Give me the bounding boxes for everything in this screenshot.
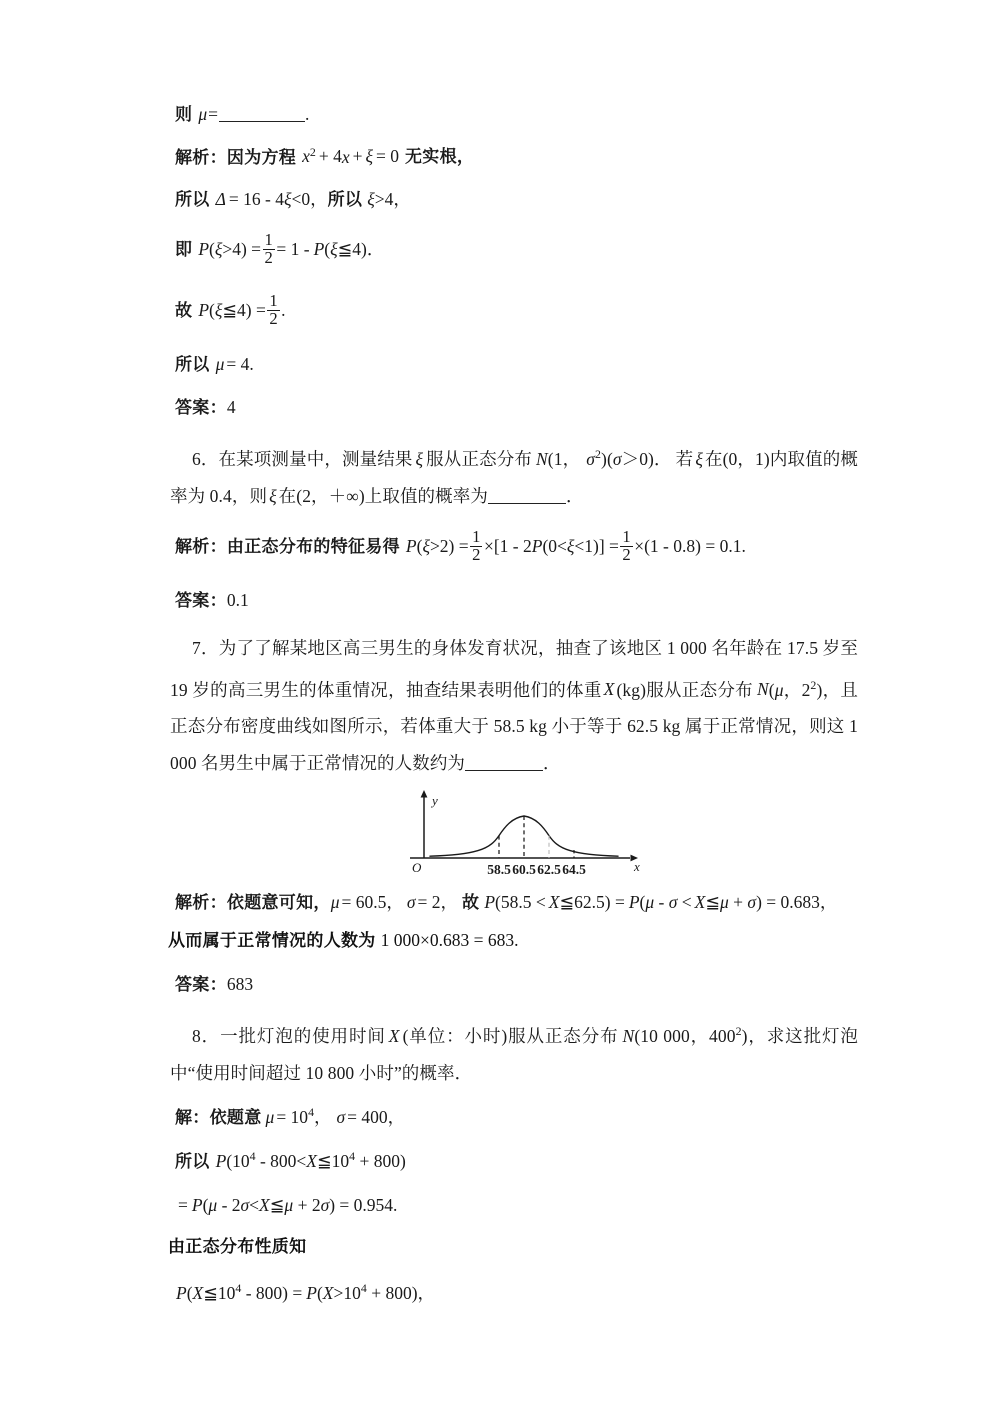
q7-answer-label: 答案： [175, 974, 227, 995]
q6-frac2-numerator: 1 [622, 527, 631, 547]
q6-answer-label: 答案： [175, 591, 227, 612]
q6-answer-row [170, 590, 860, 612]
x-axis-label: x [634, 859, 640, 875]
q8-solution-line-4 [168, 1238, 860, 1256]
q5-fraction-half-1 [263, 232, 275, 267]
analysis-label: 解析： [175, 147, 227, 168]
tick-label-62-5: 62.5 [537, 862, 561, 878]
q5-frac2-denominator: 2 [269, 309, 278, 329]
q5-analysis-cn-1: 因为方程 [226, 147, 297, 168]
q5-a4-period: . [281, 300, 286, 321]
q6-analysis-label: 解析： [175, 537, 227, 558]
q7-analysis-label: 解析： [175, 893, 227, 914]
q8-solution-line-5: $P(X≦10^4 - 800) = P(X>10^4 + 800)$， [176, 1280, 436, 1303]
tick-label-60-5: 60.5 [512, 862, 536, 878]
q5-suoyi-2: 所以 [327, 189, 363, 210]
q6-fraction-half-2 [620, 529, 632, 564]
tick-label-64-5: 64.5 [562, 862, 586, 878]
q5-fraction-half-2 [267, 293, 279, 328]
q6-frac2-denominator: 2 [622, 545, 631, 565]
q5-frac1-denominator: 2 [264, 248, 273, 268]
q8-solution-line-2: 所以 $P(10^4$ - $800<X≦10^4 + 800$) [175, 1149, 406, 1173]
q6-analysis-row: 解析：由正态分布的特征易得 P(ξ>2) = $\frac{1}{2}$ ×[1 - 2P(0<ξ<1)] = $\frac{1}{2}$ ×(1 - 0.8) = 0.1. [175, 527, 746, 565]
q7-number: 7． [192, 637, 219, 658]
q5-stem-period: . [304, 104, 310, 124]
q5-answer-blank [219, 121, 305, 122]
q6-answer-value: 0.1 [226, 590, 249, 611]
q7-period: ． [543, 753, 561, 774]
q5-analysis-line-5: 所以 μ = 4. [175, 354, 254, 376]
q5-analysis-line-3: 即 P(ξ>4) = $\frac{1}{2}$ = 1 - P(ξ≦4)． [175, 230, 385, 268]
q7-answer-value: 683 [226, 973, 254, 994]
normal-distribution-figure [170, 786, 860, 890]
q5-answer-row [170, 397, 860, 419]
q6-period: ． [565, 486, 584, 507]
q5-frac2-numerator: 1 [269, 291, 278, 311]
q8-sol4-cn: 由正态分布性质知 [168, 1236, 307, 1257]
tick-label-58-5: 58.5 [487, 862, 511, 878]
q5-jishi-label: 即 [175, 240, 193, 261]
q5-equals: = [208, 104, 218, 124]
q8-sol1-cn: 依题意 [209, 1107, 262, 1128]
q7-analysis-line-2: 从而属于正常情况的人数为 1 000×0.683 = 683. [168, 930, 519, 952]
q5-answer-value: 4 [226, 396, 236, 417]
q5-analysis-cn-1b: 无实根， [405, 147, 475, 168]
q8-solution-label: 解： [175, 1107, 210, 1128]
page-content [170, 104, 860, 1321]
q5-analysis-line-4: 故 P(ξ≦4) = $\frac{1}{2}$ . [175, 291, 286, 329]
normal-curve-svg [402, 786, 652, 886]
q5-analysis-line-2: 所以 Δ = 16 - 4ξ<0，所以 ξ>4， [175, 188, 411, 210]
q6-analysis-cn: 由正态分布的特征易得 [226, 537, 400, 558]
q5-analysis-line-1: 解析：因为方程 $x^2 + 4x + \xi = 0$ 无实根， [175, 144, 475, 168]
q8-problem-statement: 8．一批灯泡的使用时间 X (单位：小时)服从正态分布 N(10 000，$400^2$)，求这批灯泡中“使用时间超过 10 800 小时”的概率． [170, 1024, 859, 1083]
q5-suoyi-3: 所以 [175, 355, 210, 376]
q8-solution-line-3: = P(μ - 2σ<X≦μ + 2σ) = 0.954. [178, 1194, 398, 1215]
answer-label: 答案： [175, 397, 227, 418]
q7-analysis-line-1: 解析：依题意可知，μ = 60.5， σ = 2， 故 P(58.5 < X≦62.5) = P(μ - σ < X≦μ + σ) = 0.683， [175, 892, 838, 914]
q7-answer-blank [465, 770, 543, 771]
q8-sol2-cn: 所以 [175, 1152, 210, 1173]
y-axis-label: y [432, 793, 438, 809]
q5-frac1-numerator: 1 [264, 230, 273, 250]
q6-answer-blank [488, 503, 566, 504]
q5-gu-label: 故 [175, 301, 193, 322]
q6-fraction-half-1 [470, 529, 482, 564]
q5-stem-tail: 则 μ= . [175, 104, 310, 125]
q6-problem-statement: 6．在某项测量中，测量结果 ξ 服从正态分布 N(1， $\sigma^2)(\sigma>0)$． 若 ξ 在(0，1)内取值的概率为 0.4，则 ξ 在(2，＋∞)上取值的概率为 ． [170, 447, 858, 507]
figure-canvas [402, 786, 652, 886]
normal-density-curve [430, 816, 618, 856]
q7-answer-row [170, 974, 860, 996]
q5-then-label: 则 [175, 105, 193, 125]
q8-solution-line-1: 解：依题意 $\mu = 10^4$， σ = 400， [175, 1104, 406, 1128]
q7-problem-statement: 7．为了了解某地区高三男生的身体发育状况，抽查了该地区 1 000 名年龄在 17.5 岁至 19 岁的高三男生的体重情况，抽查结果表明他们的体重 X (kg)服从正态分布 N(μ，$2^2$)，且正态分布密度曲线如图所示，若体重大于 58.5 kg 小于等于 62.5 kg 属于正常情况，则这 1 000 名男生中属于正常情况的人数约为 ． [170, 637, 858, 774]
q8-number: 8． [192, 1025, 221, 1046]
q6-frac1-denominator: 2 [472, 545, 481, 565]
origin-label: O [412, 860, 422, 876]
q5-suoyi-1: 所以 [175, 189, 210, 210]
q6-number: 6． [192, 449, 219, 470]
y-axis-arrowhead [421, 790, 428, 798]
q6-frac1-numerator: 1 [472, 527, 481, 547]
